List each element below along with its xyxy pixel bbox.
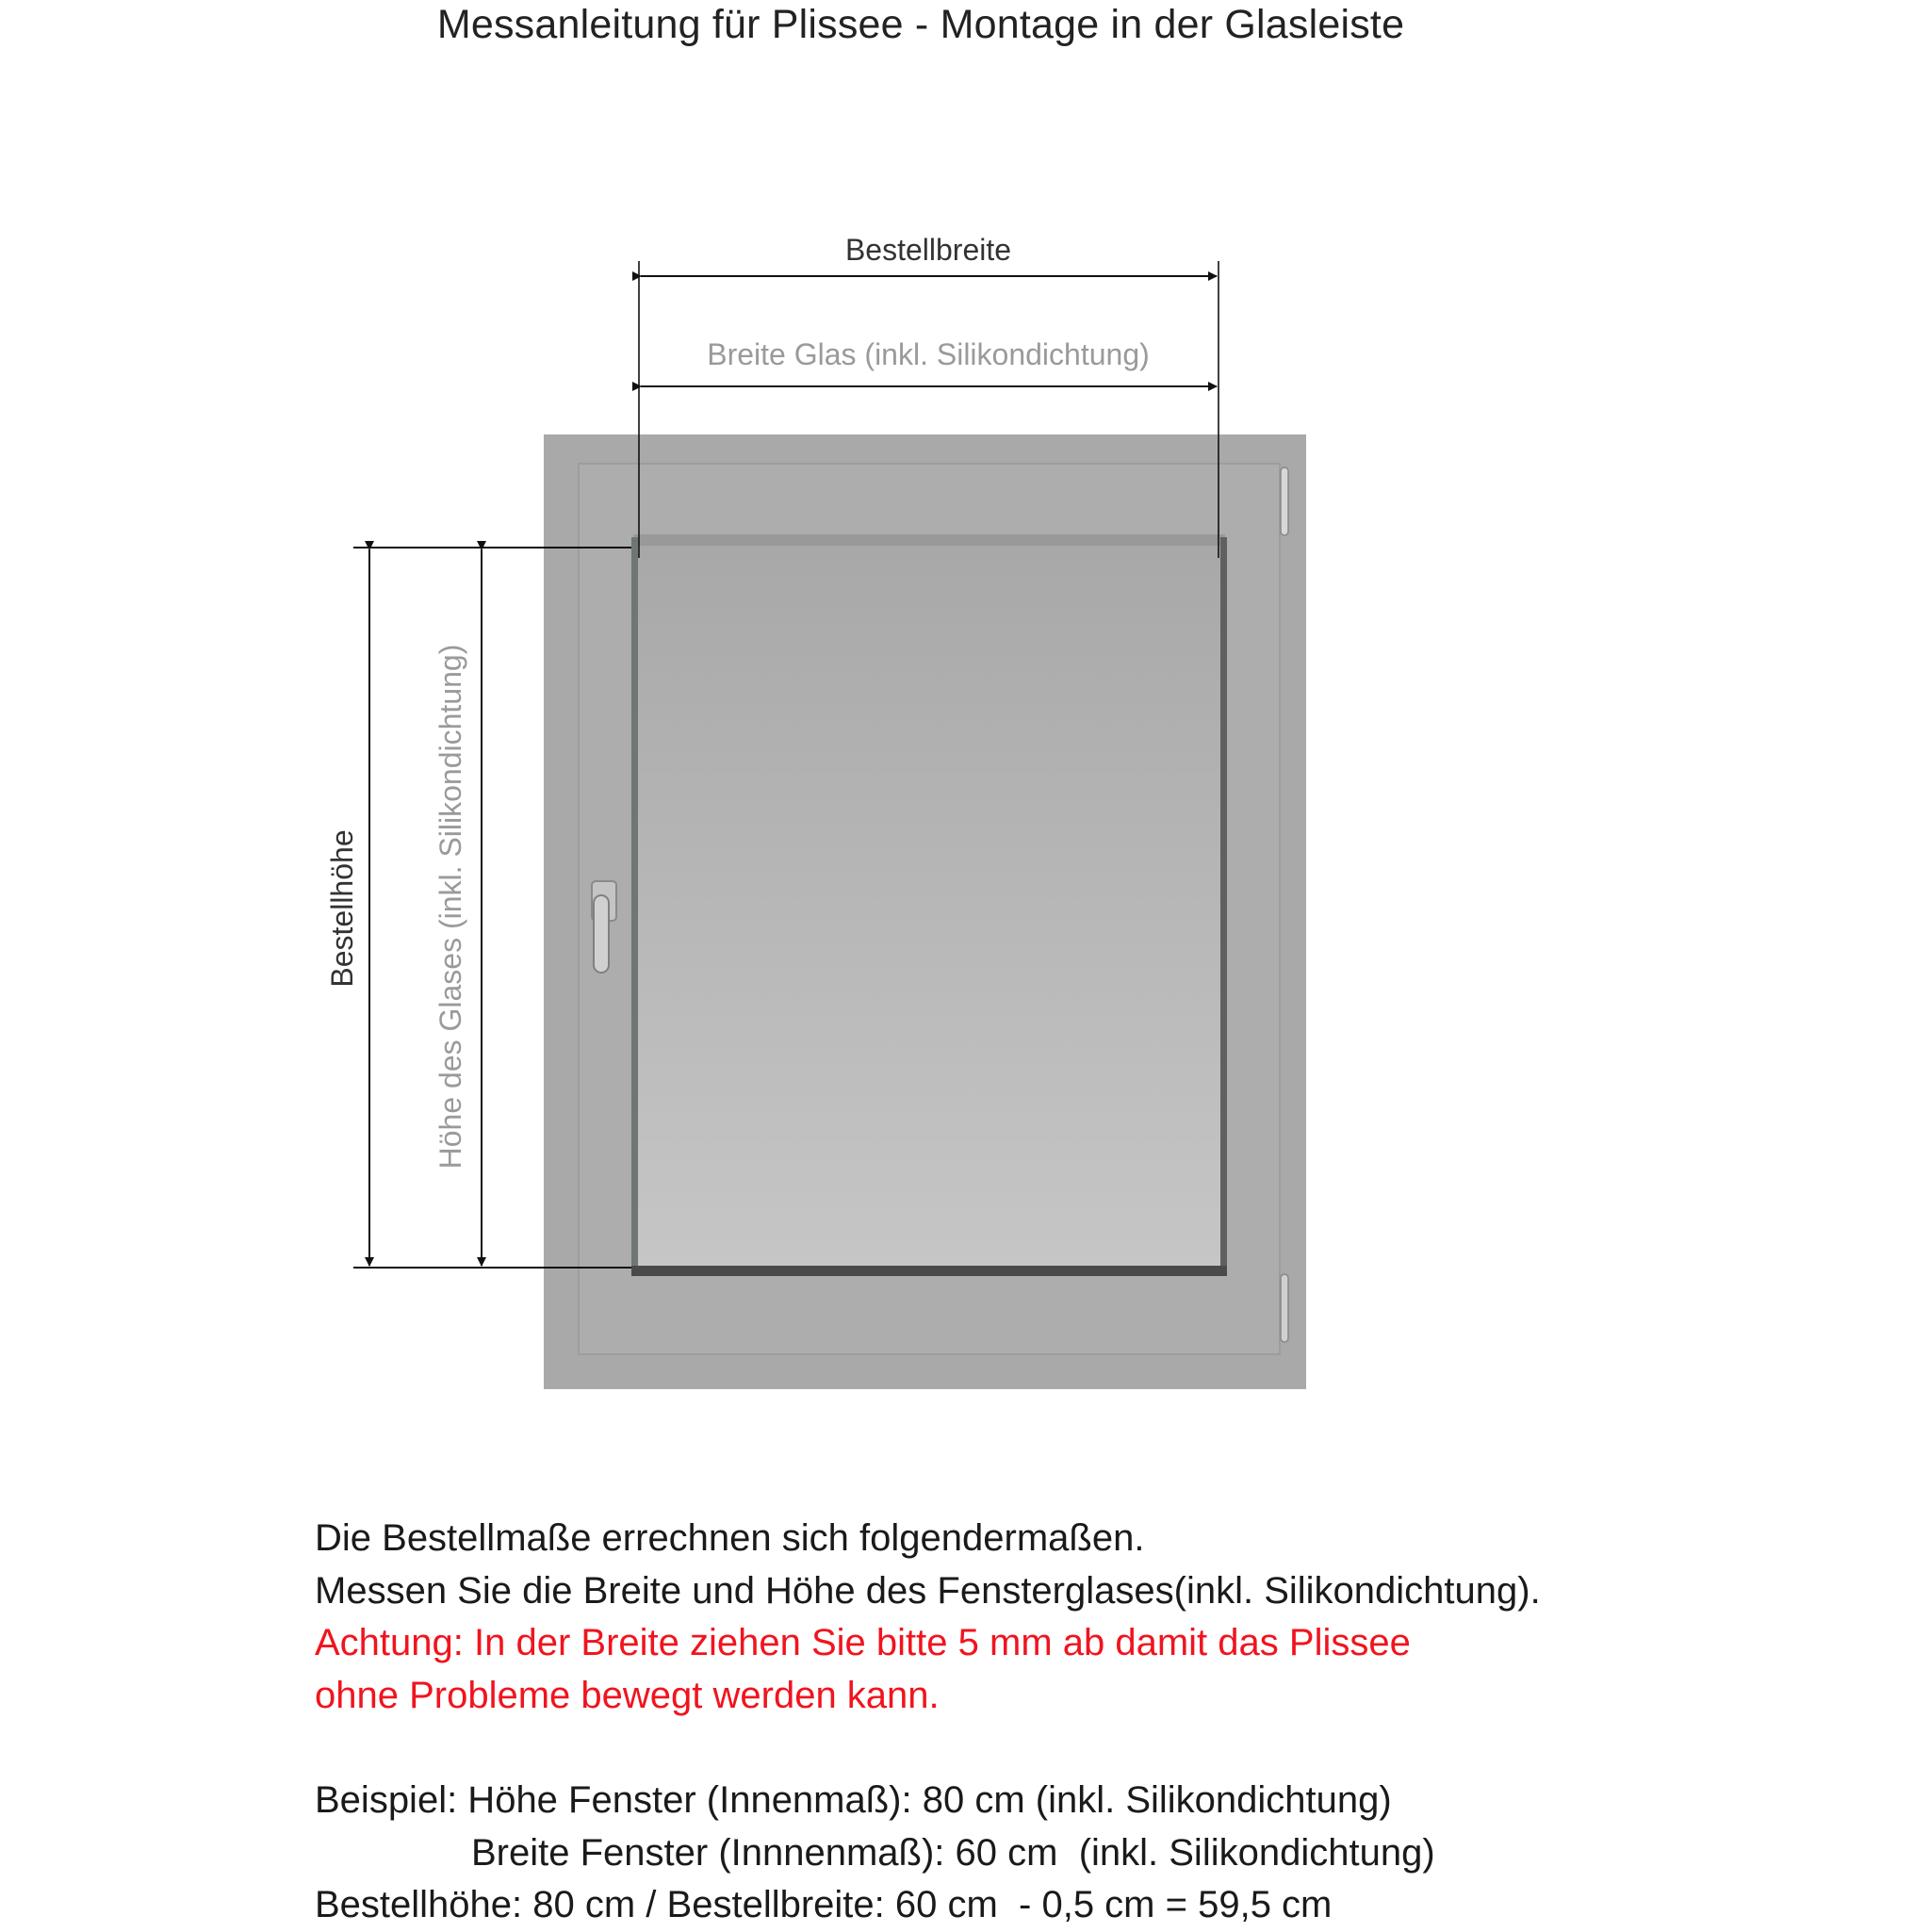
hinge-top-icon — [1281, 467, 1288, 535]
glass-height-label: Höhe des Glases (inkl. Silikondichtung) — [433, 644, 467, 1170]
window-glass — [633, 546, 1225, 1271]
example-line: Breite Fenster (Innnenmaß): 60 cm (inkl. Silikondichtung) — [471, 1831, 1435, 1874]
glass-edge-left — [631, 537, 638, 1276]
instruction-line: Messen Sie die Breite und Höhe des Fensterglases(inkl. Silikondichtung). — [315, 1569, 1541, 1612]
warning-line: ohne Probleme bewegt werden kann. — [315, 1674, 940, 1716]
instruction-line: Die Bestellmaße errechnen sich folgendermaßen. — [315, 1517, 1145, 1559]
example-result: Bestellhöhe: 80 cm / Bestellbreite: 60 cm - 0,5 cm = 59,5 cm — [315, 1884, 1333, 1925]
page-title: Messanleitung für Plissee - Montage in der Glasleiste — [436, 2, 1405, 47]
glass-edge-right — [1220, 537, 1227, 1276]
instructions — [315, 1513, 1541, 1932]
order-height-label: Bestellhöhe — [325, 829, 359, 988]
glass-bead-top — [633, 534, 1225, 546]
glass-edge-bottom — [631, 1266, 1227, 1276]
glass-width-label: Breite Glas (inkl. Silikondichtung) — [707, 337, 1150, 371]
order-width-label: Bestellbreite — [844, 233, 1012, 267]
example-line: Beispiel: Höhe Fenster (Innenmaß): 80 cm (inkl. Silikondichtung) — [315, 1779, 1392, 1821]
hinge-bottom-icon — [1281, 1274, 1288, 1342]
warning-line: Achtung: In der Breite ziehen Sie bitte 5 mm ab damit das Plissee — [315, 1622, 1411, 1663]
